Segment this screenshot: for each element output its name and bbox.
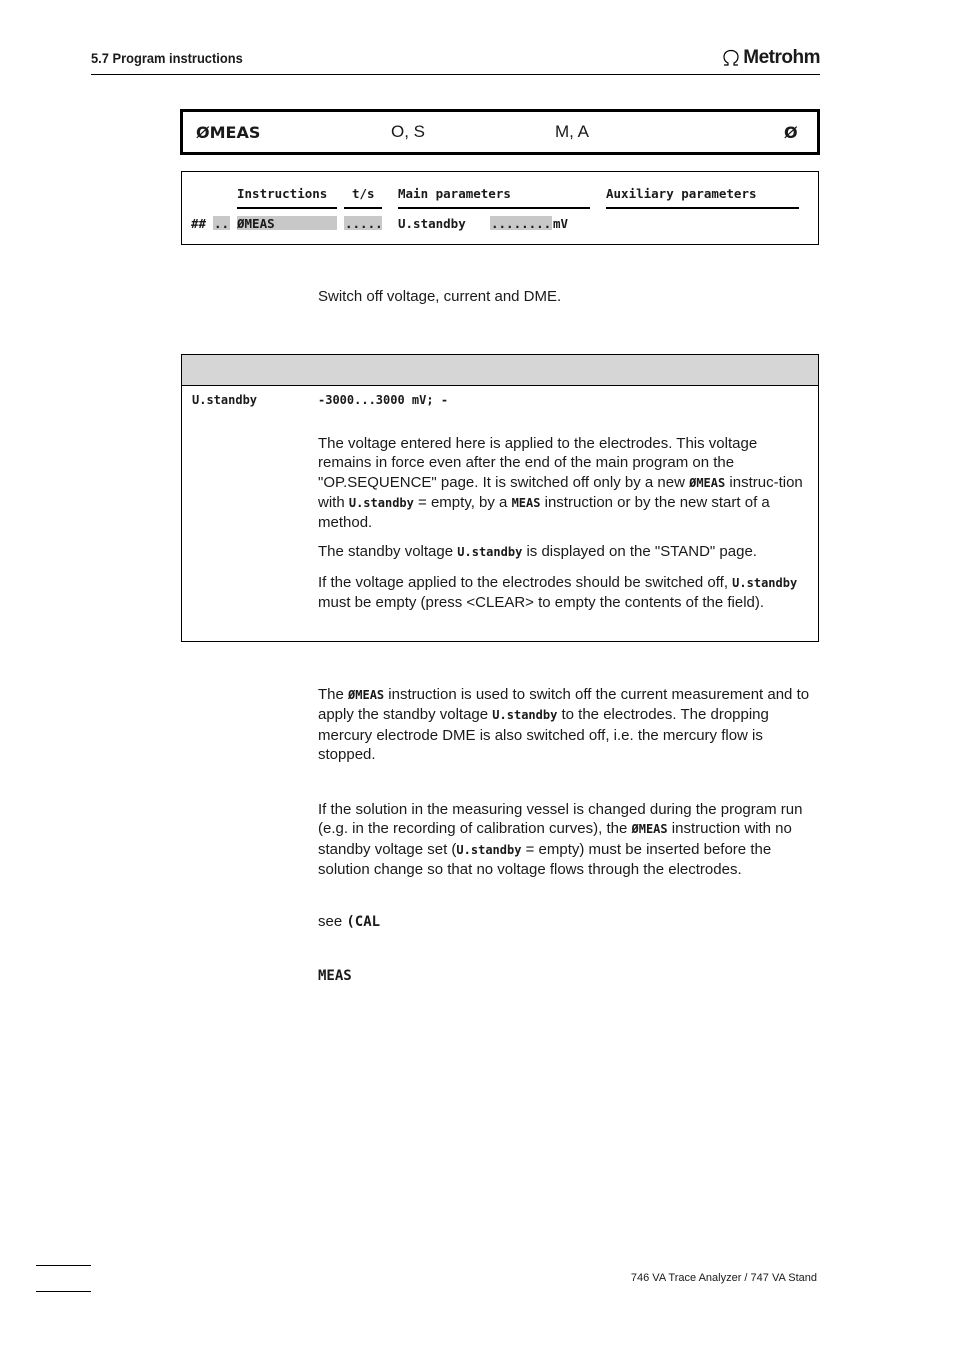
brand-logo [721,47,820,69]
underline [344,207,382,209]
related-instruction: MEAS [318,968,352,984]
row-value-field: ........ [491,216,552,231]
description-1: The ØMEAS instruction is used to switch off the current measurement and to apply the standby voltage U.standby to the electrodes. The dropping mercury electrode DME is also switched off, i.e. the mercury flow is stopped. [318,686,810,763]
param-range: -3000...3000 mV; - [318,393,449,407]
row-ts-field: ..... [345,216,383,231]
param-desc-p2: The standby voltage U.standby is displayed on the "STAND" page. [318,543,757,561]
param-name: U.standby [192,393,258,407]
description-2: If the solution in the measuring vessel is changed during the program run (e.g. in the recording of calibration curves), the ØMEAS instruction with no standby voltage set (U.standby = empty) must be inserted before the solution change so that no voltage flows through the electrodes. [318,801,803,878]
parameter-table [181,354,819,642]
param-desc-p1: The voltage entered here is applied to the electrodes. This voltage remains in force even after the end of the main program on the "OP.SEQUENCE" page. It is switched off only by a new ØMEAS instruc-tion with U.standby = empty, by a MEAS instruction or by the new start of a method. [318,435,803,532]
header-instructions: Instructions [237,186,328,201]
header-ts: t/s [352,186,375,201]
brand-name: Metrohm [743,47,820,68]
omega-icon [721,49,741,67]
underline [398,207,590,209]
section-title: 5.7 Program instructions [91,50,243,66]
command-mode-1: O, S [391,122,426,141]
underline [237,207,337,209]
footer-product: 746 VA Trace Analyzer / 747 VA Stand [630,1272,817,1284]
footer-rule-top [36,1265,91,1266]
header-main-params: Main parameters [398,186,511,201]
param-description [318,434,808,622]
program-line-box [181,171,819,245]
header-rule [91,74,820,75]
row-number: ## [191,216,207,231]
row-instruction: ØMEAS [237,216,275,231]
summary-text: Switch off voltage, current and DME. [318,288,562,305]
footer-rule-bottom [36,1291,91,1292]
underline [606,207,799,209]
command-short: Ø [784,123,798,142]
command-mode-2: M, A [555,122,590,141]
param-desc-p3: If the voltage applied to the electrodes should be switched off, U.standby must be empty (press <CLEAR> to empty the contents of the field). [318,573,798,612]
row-unit: mV [553,216,569,231]
command-name: ØMEAS [196,123,261,142]
row-field: .. [214,216,230,231]
see-reference: see (CAL [318,913,381,930]
header-aux-params: Auxiliary parameters [606,186,757,201]
row-param-name: U.standby [398,216,466,231]
table-header-bar [182,355,818,386]
command-box [180,109,820,155]
